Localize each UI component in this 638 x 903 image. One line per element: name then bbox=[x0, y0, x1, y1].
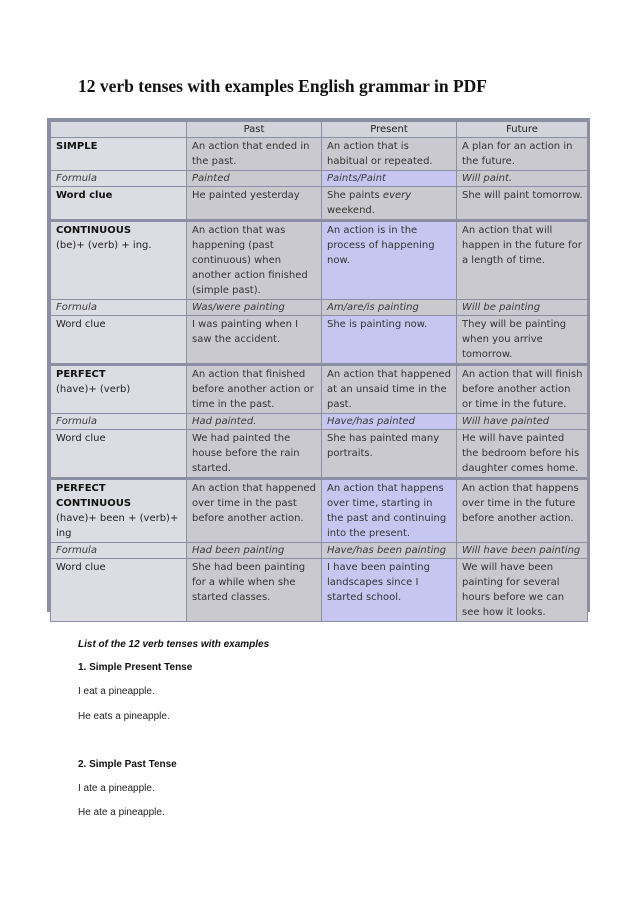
simple-future-clue: She will paint tomorrow. bbox=[457, 187, 588, 221]
perfect-present-definition: An action that happened at an unsaid time in the past. bbox=[322, 365, 457, 414]
continuous-past-clue: I was painting when I saw the accident. bbox=[187, 316, 322, 365]
continuous-present-formula: Am/are/is painting bbox=[322, 300, 457, 316]
continuous-present-definition: An action is in the process of happening now. bbox=[322, 221, 457, 300]
tenses-table-grid bbox=[50, 121, 588, 622]
table-row bbox=[51, 187, 588, 221]
row-label-perfect bbox=[51, 365, 187, 414]
verb-tenses-table bbox=[47, 118, 590, 618]
tense-name: SIMPLE bbox=[56, 141, 98, 152]
perfect-present-clue: She has painted many portraits. bbox=[322, 430, 457, 479]
perfect-continuous-past-clue: She had been painting for a while when she started classes. bbox=[187, 559, 322, 622]
perfect-past-formula: Had painted. bbox=[187, 414, 322, 430]
table-row bbox=[51, 365, 588, 414]
word-clue-label bbox=[51, 187, 187, 221]
simple-present-clue bbox=[322, 187, 457, 221]
header-corner-cell bbox=[51, 122, 187, 138]
list-heading: List of the 12 verb tenses with examples bbox=[78, 639, 270, 650]
table-row bbox=[51, 543, 588, 559]
continuous-present-clue: She is painting now. bbox=[322, 316, 457, 365]
clue-emphasis: every bbox=[382, 190, 412, 201]
header-future: Future bbox=[457, 122, 588, 138]
perfect-future-formula: Will have painted bbox=[457, 414, 588, 430]
header-present: Present bbox=[322, 122, 457, 138]
tense-structure: (have)+ been + (verb)+ ing bbox=[56, 513, 179, 539]
table-row bbox=[51, 479, 588, 543]
table-row bbox=[51, 138, 588, 171]
table-row bbox=[51, 221, 588, 300]
table-row bbox=[51, 559, 588, 622]
perfect-continuous-present-clue: I have been painting landscapes since I started school. bbox=[322, 559, 457, 622]
perfect-continuous-present-definition: An action that happens over time, starting in the past and continuing into the present. bbox=[322, 479, 457, 543]
perfect-continuous-future-definition: An action that happens over time in the future before another action. bbox=[457, 479, 588, 543]
page-title: 12 verb tenses with examples English grammar in PDF bbox=[78, 76, 487, 96]
tense-structure: (be)+ (verb) + ing. bbox=[56, 240, 152, 251]
perfect-continuous-future-clue: We will have been painting for several hours before we can see how it looks. bbox=[457, 559, 588, 622]
perfect-continuous-past-definition: An action that happened over time in the past before another action. bbox=[187, 479, 322, 543]
continuous-future-formula: Will be painting bbox=[457, 300, 588, 316]
word-clue-label: Word clue bbox=[51, 316, 187, 365]
item2-title: 2. Simple Past Tense bbox=[78, 759, 177, 770]
table-row bbox=[51, 414, 588, 430]
tense-name: PERFECT CONTINUOUS bbox=[56, 483, 132, 509]
perfect-past-definition: An action that finished before another action or time in the past. bbox=[187, 365, 322, 414]
continuous-past-formula: Was/were painting bbox=[187, 300, 322, 316]
simple-future-formula: Will paint. bbox=[457, 171, 588, 187]
perfect-continuous-future-formula: Will have been painting bbox=[457, 543, 588, 559]
clue-part: weekend. bbox=[327, 205, 375, 216]
clue-part: She paints bbox=[327, 190, 383, 201]
formula-label: Formula bbox=[51, 414, 187, 430]
tense-name: CONTINUOUS bbox=[56, 225, 132, 236]
formula-label: Formula bbox=[51, 543, 187, 559]
item1-example-1: I eat a pineapple. bbox=[78, 686, 155, 697]
continuous-future-definition: An action that will happen in the future for a length of time. bbox=[457, 221, 588, 300]
table-header-row bbox=[51, 122, 588, 138]
simple-present-formula: Paints/Paint bbox=[322, 171, 457, 187]
perfect-continuous-past-formula: Had been painting bbox=[187, 543, 322, 559]
table-row bbox=[51, 430, 588, 479]
row-label-perfect-continuous bbox=[51, 479, 187, 543]
perfect-past-clue: We had painted the house before the rain started. bbox=[187, 430, 322, 479]
simple-past-clue: He painted yesterday bbox=[187, 187, 322, 221]
continuous-past-definition: An action that was happening (past continuous) when another action finished (simple past). bbox=[187, 221, 322, 300]
perfect-continuous-present-formula: Have/has been painting bbox=[322, 543, 457, 559]
tense-name: PERFECT bbox=[56, 369, 106, 380]
formula-label: Formula bbox=[51, 171, 187, 187]
item2-example-1: I ate a pineapple. bbox=[78, 783, 155, 794]
continuous-future-clue: They will be painting when you arrive tomorrow. bbox=[457, 316, 588, 365]
simple-future-definition: A plan for an action in the future. bbox=[457, 138, 588, 171]
item1-example-2: He eats a pineapple. bbox=[78, 711, 170, 722]
item2-example-2: He ate a pineapple. bbox=[78, 807, 165, 818]
perfect-future-definition: An action that will finish before another action or time in the future. bbox=[457, 365, 588, 414]
table-row bbox=[51, 300, 588, 316]
tense-structure: (have)+ (verb) bbox=[56, 384, 131, 395]
formula-label: Formula bbox=[51, 300, 187, 316]
item1-title: 1. Simple Present Tense bbox=[78, 662, 193, 673]
row-label-continuous bbox=[51, 221, 187, 300]
header-past: Past bbox=[187, 122, 322, 138]
simple-past-definition: An action that ended in the past. bbox=[187, 138, 322, 171]
row-label-simple bbox=[51, 138, 187, 171]
perfect-present-formula: Have/has painted bbox=[322, 414, 457, 430]
table-row bbox=[51, 316, 588, 365]
word-clue-label: Word clue bbox=[51, 559, 187, 622]
simple-past-formula: Painted bbox=[187, 171, 322, 187]
table-row bbox=[51, 171, 588, 187]
simple-present-definition: An action that is habitual or repeated. bbox=[322, 138, 457, 171]
perfect-future-clue: He will have painted the bedroom before his daughter comes home. bbox=[457, 430, 588, 479]
word-clue-label: Word clue bbox=[51, 430, 187, 479]
word-clue-text: Word clue bbox=[56, 190, 113, 201]
